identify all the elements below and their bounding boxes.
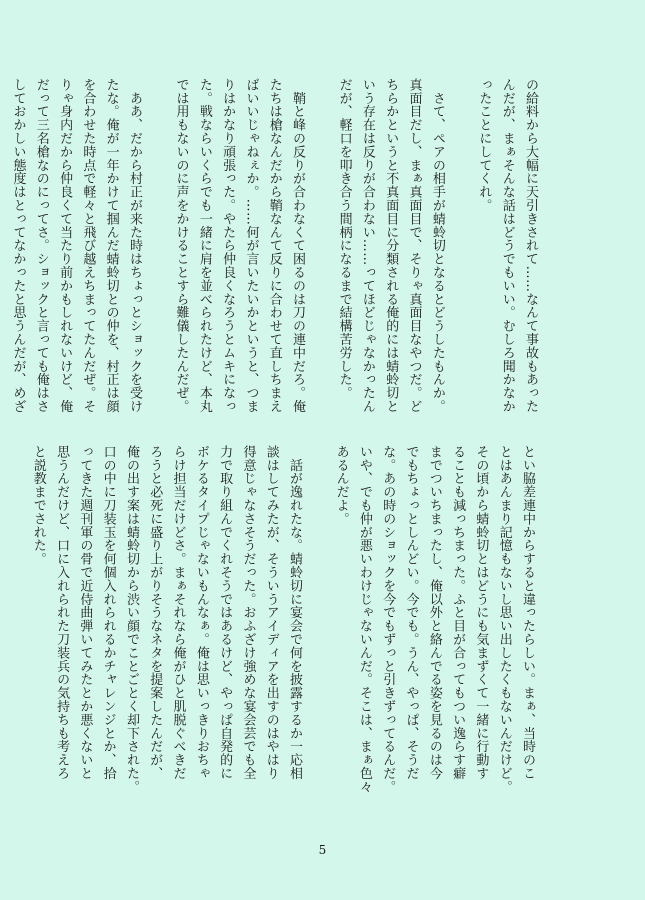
text-line: では用もないのに声をかけることすら難儀したんだぜ。 <box>173 78 189 413</box>
text-line: だが、軽口を叩き合う間柄になるまで結構苦労した。 <box>336 78 352 400</box>
text-line: しておかしい態度はとってなかったと思うんだが、めざ <box>10 78 26 413</box>
text-line: とい脇差連中からすると違ったらしい。まぁ、当時のこ <box>520 445 535 780</box>
text-line: 俺の出す案は蜻蛉切から渋い顔でことごとく却下された。 <box>123 445 139 794</box>
text-line: ボケるタイプじゃないもんなぁ。俺は思いっきりおちゃ <box>193 445 209 780</box>
text-line: 得意じゃなさそうだった。おふざけ強めな宴会芸でも全 <box>240 445 256 780</box>
text-line: その頃から蜻蛉切とはどうにも気まずくて一緒に行動す <box>473 445 489 780</box>
text-line: ることも減っちまった。ふと目が合ってもつい逸らす癖 <box>450 445 466 780</box>
paragraph-gap <box>306 445 329 830</box>
text-line: ああ、だから村正が来た時はちょっとショックを受け <box>126 78 142 413</box>
text-line: 口の中に刀装玉を何個入れられるかチャレンジとか、拾 <box>100 445 116 780</box>
text-line: りゃ身内だから仲良くて当たり前かもしれないけど、俺 <box>57 78 73 413</box>
text-line: いう存在は反りが合わない……ってほどじゃなかったん <box>359 78 375 413</box>
text-line: を合わせた時点で軽々と飛び越えちまってたんだぜ。そ <box>80 78 96 413</box>
text-block-top <box>10 78 542 421</box>
text-line: たちは槍なんだから鞘なんて反りに合わせて直しちまえ <box>266 78 282 413</box>
text-line: りはかなり頑張った。やたら仲良くなろうとムキになっ <box>220 78 236 413</box>
text-line: な。あの時のショックを今でもずっと引きずってるんだ。 <box>380 445 396 794</box>
text-line: たな。俺が一年かけて掴んだ蜻蛉切との仲を、村正は顔 <box>103 78 119 413</box>
text-line: あるんだよ。 <box>333 445 349 526</box>
text-line: ったことにしてくれ。 <box>476 78 492 212</box>
text-line: とはあんまり記憶もないし思い出したくもないんだけど。 <box>496 445 512 794</box>
text-line: た。戦ならいくらでも一緒に肩を並べられたけど、本丸 <box>196 78 212 413</box>
text-line: 談はしてみたが、そういうアイディアを出すのはやはり <box>263 445 279 780</box>
text-line: だって三名槍なのにってさ。ショックと言っても俺はさ <box>33 78 49 413</box>
text-line: 力で取り組んでくれそうではあるけど、やっぱ自発的に <box>217 445 233 780</box>
text-line: ろうと必死に盛り上がりそうなネタを提案したんだが、 <box>147 445 163 780</box>
text-line: と説教までされた。 <box>30 445 46 566</box>
text-line: までついちまったし、俺以外と絡んでる姿を見るのは今 <box>426 445 442 780</box>
text-line: ちらかというと不真面目に分類される俺的には蜻蛉切と <box>383 78 399 413</box>
text-block-bottom <box>30 445 539 830</box>
text-line: いや、でも仲が悪いわけじゃないんだ。そこは、まぁ色々 <box>356 445 372 794</box>
text-line: でもちょっとしんどい。今でも。うん、やっぱ、そうだ <box>403 445 419 780</box>
text-line: ってきた週刊軍の骨で近侍曲弾いてみたとか悪くないと <box>77 445 93 780</box>
text-line: の給料から大幅に天引きされて……なんて事故もあった <box>523 78 538 413</box>
page-number: 5 <box>318 843 327 857</box>
paragraph-gap <box>309 78 332 421</box>
text-line: さて、ペアの相手が蜻蛉切となるとどうしたもんか。 <box>429 78 445 413</box>
text-line: らけ担当だけどさ。まぁそれなら俺がひと肌脱ぐべきだ <box>170 445 186 780</box>
text-line: 思うんだけど、口に入れられた刀装兵の気持ちも考えろ <box>54 445 70 780</box>
paragraph-gap <box>146 78 169 421</box>
text-line: ばいいじゃねぇか。……何が言いたいかというと、つま <box>243 78 259 413</box>
text-line: んだが、まぁそんな話はどうでもいい。むしろ聞かなか <box>499 78 515 413</box>
text-line: 鞘と峰の反りが合わなくて困るのは刀の連中だろ。俺 <box>290 78 306 413</box>
text-line: 真面目だし、まぁ真面目で、そりゃ真面目なやつだ。ど <box>406 78 422 413</box>
paragraph-gap <box>449 78 472 421</box>
text-line: 話が逸れたな。蜻蛉切に宴会で何を披露するか一応相 <box>287 445 303 780</box>
